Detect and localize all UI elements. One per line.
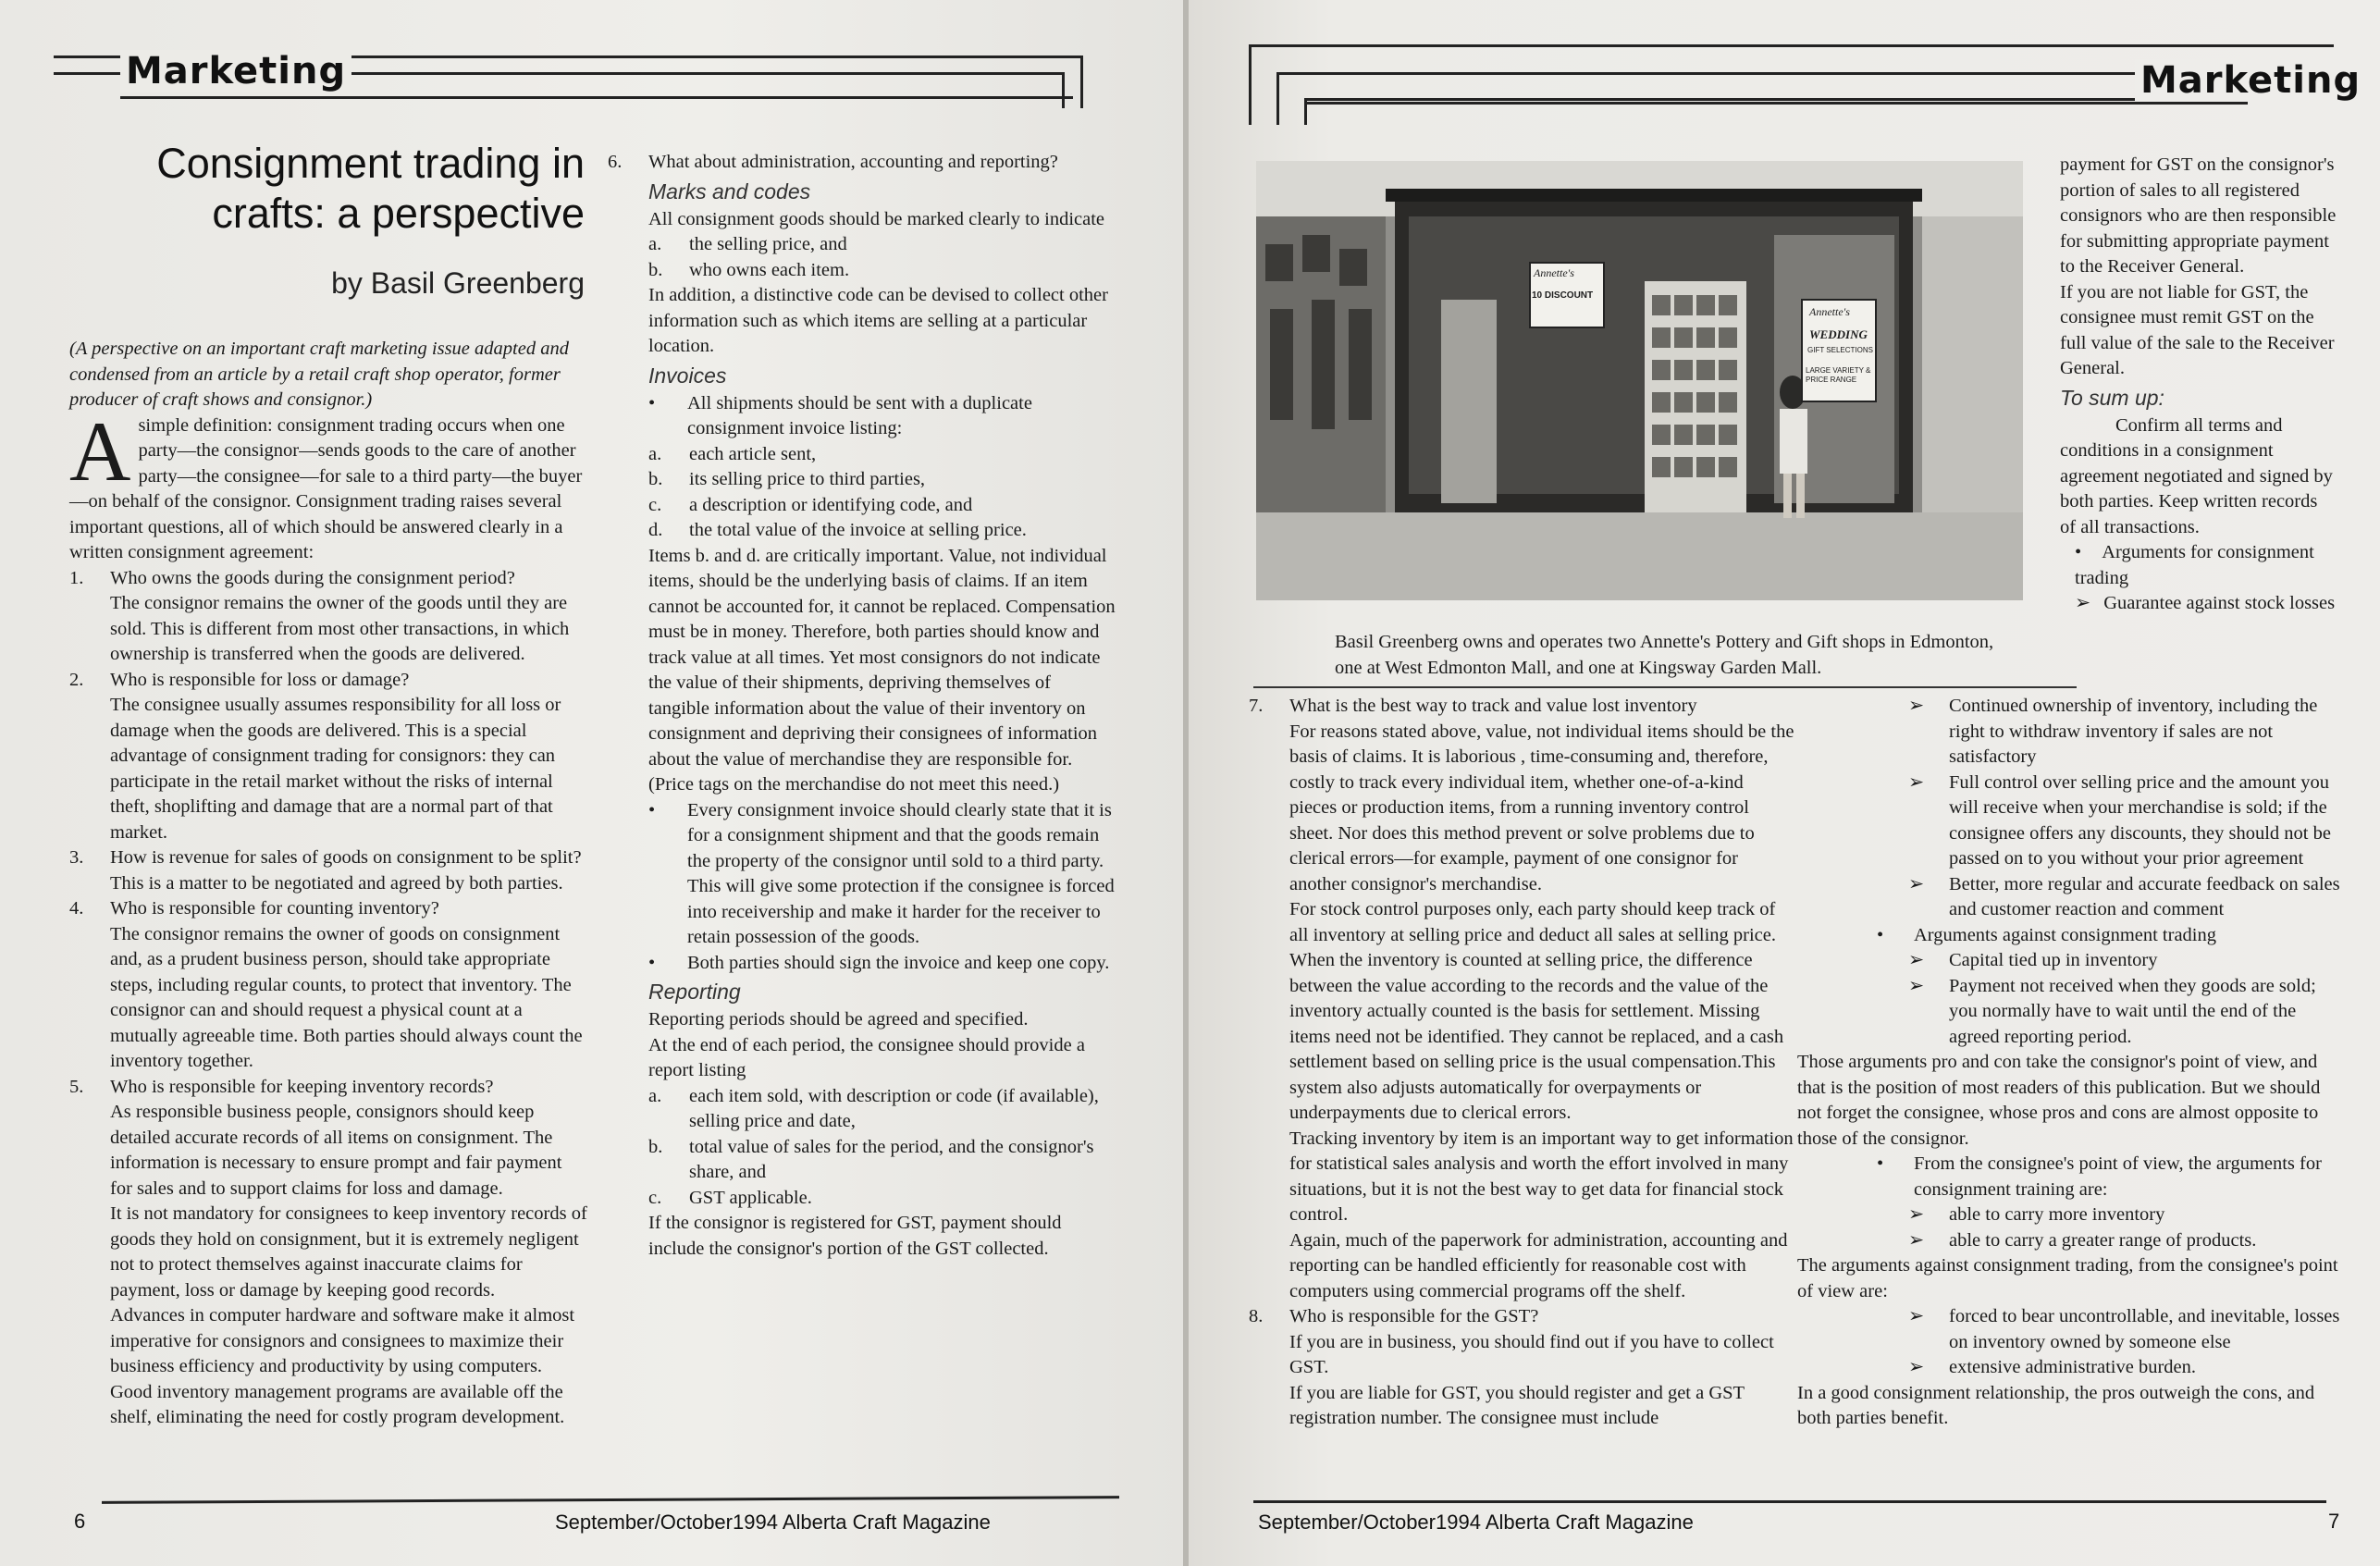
subhead-reporting: Reporting — [648, 980, 741, 1004]
pro-ownership-text: Continued ownership of inventory, including the right to withdraw inventory if sales are not satisfactory — [1949, 696, 2318, 767]
summary-1: Those arguments pro and con take the consignor's point of view, and that is the position of most readers of this publication. But we should not forget the consignee, whose pros and cons are almost opposite to those of the consignor. — [1797, 1052, 2321, 1149]
photo-sign-4: WEDDING — [1809, 327, 1868, 341]
answer-7a: For reasons stated above, value, not individual items should be the basis of claims. It is laborious , time-consuming and, therefore, costly to track every individual item, whether one-of-a-kind pieces or production items, from a running inventory control sheet. Nor does this method prevent or solve problems due to clerical errors—for example, payment of one consignor for another consignor's merchandise. — [1289, 721, 1794, 894]
title-line-1: Consignment trading in — [156, 140, 585, 187]
con-capital — [1797, 948, 2343, 974]
answer-5c: Advances in computer hardware and software make it almost imperative for consignors and consignees to maximize their business efficiency and productivity by using computers. Good inventory management programs are available off the shelf, eliminating the need for costly program development. — [110, 1305, 575, 1427]
inv-b-text: its selling price to third parties, — [689, 469, 926, 489]
rep-a-text: each item sold, with description or code (if available), selling price and date, — [689, 1085, 1099, 1131]
inv-c-letter: c. — [648, 494, 662, 515]
marks-a-letter: a. — [648, 234, 662, 254]
column-2 — [608, 150, 1116, 1262]
intro-note: (A perspective on an important craft marketing issue adapted and condensed from an article by a retail craft shop operator, former producer of craft shows and consignor.) — [69, 339, 569, 410]
invoice-item-c — [648, 493, 1116, 519]
reporting-item-b — [648, 1135, 1116, 1186]
q8-text: Who is responsible for the GST? — [1289, 1306, 1539, 1326]
consignee-pro-1-text: able to carry more inventory — [1949, 1204, 2165, 1225]
invoice-bullet-1-text: All shipments should be sent with a duplicate consignment invoice listing: — [687, 392, 1032, 438]
marks-item-b — [648, 258, 1116, 284]
arrow-icon: ➢ — [1908, 975, 1925, 996]
photo-sign-1: Annette's — [1534, 266, 1574, 279]
q2-text: Who is responsible for loss or damage? — [110, 669, 410, 690]
inv-d-letter: d. — [648, 520, 663, 540]
invoice-bullet-3 — [608, 951, 1116, 977]
arrow-icon: ➢ — [1908, 1229, 1925, 1251]
lead-paragraph — [69, 403, 587, 566]
q8-number: 8. — [1249, 1306, 1264, 1326]
drop-cap: A — [69, 403, 131, 499]
pro-feedback — [1797, 872, 2343, 923]
page-number-left: 6 — [74, 1510, 86, 1533]
answer-2: The consignee usually assumes responsibility for all loss or damage when the goods are delivered. This is a special advantage of consignment trading for consignors: they can participate in the retail market without the risks of internal theft, shoplifting and damage that are a normal part of that market. — [110, 695, 561, 843]
consignee-con-2-text: extensive administrative burden. — [1949, 1357, 2196, 1377]
consignee-bullet — [1797, 1152, 2343, 1202]
q2-number: 2. — [69, 669, 84, 690]
pro-price-control — [1797, 771, 2343, 872]
answer-7d: Again, much of the paperwork for administration, accounting and reporting can be handled efficiently for reasonable cost with computers using commercial programs off the shelf. — [1289, 1229, 1788, 1301]
sum-arrow-guarantee — [2060, 591, 2337, 617]
arrow-icon: ➢ — [1908, 873, 1925, 894]
summary-2: The arguments against consignment trading, from the consignee's point of view are: — [1797, 1255, 2338, 1301]
reporting-2: At the end of each period, the consignee should provide a report listing — [648, 1034, 1085, 1080]
reporting-item-c — [648, 1186, 1116, 1212]
answer-5b: It is not mandatory for consignees to keep inventory records of goods they hold on consignment, but it is extremely negligent not to protect themselves against inaccurate claims for payment, loss or damage by keeping good records. — [110, 1203, 587, 1301]
rep-a-letter: a. — [648, 1085, 662, 1106]
arrow-icon: ➢ — [1908, 771, 1925, 793]
answer-4: The consignor remains the owner of goods on consignment and, as a prudent business person, should take appropriate steps, including regular counts, to protect that inventory. The consignor can and should request a physical count at a mutually agreeable time. Both parties should always count the inventory together. — [110, 923, 583, 1071]
invoice-bullet-3-text: Both parties should sign the invoice and keep one copy. — [687, 952, 1110, 973]
header-underline-right — [1304, 102, 2248, 105]
photo-sign-5: GIFT SELECTIONS — [1807, 346, 1873, 354]
inv-a-text: each article sent, — [689, 443, 817, 464]
invoice-bullet-2 — [608, 798, 1116, 951]
pro-price-control-text: Full control over selling price and the amount you will receive when your merchandise is sold; if the consignee offers any discounts, they should not be passed on to you without your prior agreement — [1949, 771, 2331, 869]
con-payment — [1797, 974, 2343, 1051]
issue-line-right: September/October1994 Alberta Craft Magazine — [1258, 1511, 1694, 1534]
marks-intro: All consignment goods should be marked clearly to indicate — [648, 208, 1105, 229]
consignee-con-2 — [1797, 1355, 2343, 1381]
bullet-icon: • — [648, 952, 656, 973]
q5-text: Who is responsible for keeping inventory records? — [110, 1076, 494, 1097]
question-8 — [1249, 1304, 1794, 1330]
bullet-icon: • — [1877, 924, 1884, 945]
con-payment-text: Payment not received when they goods are sold; you normally have to wait until the end of the agreed reporting period. — [1949, 975, 2316, 1047]
article-title — [55, 139, 585, 239]
footer-rule-left — [102, 1496, 1119, 1504]
question-2 — [69, 668, 587, 694]
subhead-invoices: Invoices — [648, 363, 727, 388]
question-1 — [69, 566, 587, 592]
bullet-icon: • — [648, 799, 656, 820]
reporting-1: Reporting periods should be agreed and specified. — [648, 1009, 1029, 1030]
subhead-marks: Marks and codes — [648, 179, 811, 203]
bullet-icon: • — [1877, 1153, 1884, 1174]
consignee-con-1-text: forced to bear uncontrollable, and inevitable, losses on inventory owned by someone else — [1949, 1306, 2340, 1352]
answer-7b: For stock control purposes only, each party should keep track of all inventory at selling price and deduct all sales at selling price. When the inventory is counted at selling price, the difference between the value according to the records and the value of the inventory actually counted is the basis for settlement. Missing items need not be identified. They cannot be replaced, and a cash settlement based on selling price is the usual compensation.This system also adjusts automatically for overpayments or underpayments due to clerical errors. — [1289, 899, 1784, 1123]
reporting-list — [608, 1084, 1116, 1212]
q3-text: How is revenue for sales of goods on consignment to be split? — [110, 847, 582, 868]
q6-text: What about administration, accounting and reporting? — [648, 152, 1058, 172]
consignee-con-1 — [1797, 1304, 2343, 1355]
photo-sign-2: 10 DISCOUNT — [1532, 290, 1594, 301]
inv-c-text: a description or identifying code, and — [689, 494, 973, 515]
photo-caption: Basil Greenberg owns and operates two Annette's Pottery and Gift shops in Edmonton, one at West Edmonton Mall, and one at Kingsway Garden Mall. — [1335, 632, 1994, 678]
title-line-2: crafts: a perspective — [212, 190, 585, 237]
gst-payment: payment for GST on the consignor's portion of sales to all registered consignors who are then responsible for submitting appropriate payment to the Receiver General. — [2060, 154, 2337, 277]
sum-arrow-guarantee-text: Guarantee against stock losses — [2103, 593, 2336, 613]
against-bullet-text: Arguments against consignment trading — [1914, 924, 2216, 945]
arrow-icon: ➢ — [2075, 593, 2091, 613]
invoice-item-a — [648, 442, 1116, 468]
lead-text: simple definition: consignment trading occurs when one party—the consignor—sends goods to the care of another party—the consignee—for sale to a third party—the buyer—on behalf of the consignor. Consignment trading raises several important questions, all of which should be answered clearly in a written consignment agreement: — [69, 414, 583, 562]
byline: by Basil Greenberg — [331, 266, 585, 300]
marks-list — [608, 232, 1116, 283]
footer-rule-right — [1253, 1500, 2326, 1503]
answer-1: The consignor remains the owner of the goods until they are sold. This is different from most other transactions, in which ownership is transferred when the goods are delivered. — [110, 593, 570, 664]
against-bullet — [1797, 923, 2343, 949]
subhead-sum-up: To sum up: — [2060, 385, 2164, 410]
marks-b-letter: b. — [648, 259, 663, 280]
con-capital-text: Capital tied up in inventory — [1949, 950, 2158, 970]
section-title: Marketing — [120, 50, 351, 92]
question-6 — [608, 150, 1116, 176]
marks-item-a — [648, 232, 1116, 258]
rep-b-text: total value of sales for the period, and the consignor's share, and — [689, 1136, 1094, 1182]
page-number-right: 7 — [2328, 1510, 2340, 1533]
question-5 — [69, 1075, 587, 1101]
question-7 — [1249, 694, 1794, 720]
inv-b-letter: b. — [648, 469, 663, 489]
consignee-pro-2-text: able to carry a greater range of products. — [1949, 1229, 2257, 1251]
consignee-pro-1 — [1797, 1202, 2343, 1228]
inv-a-letter: a. — [648, 443, 662, 464]
caption-rule — [1253, 686, 2077, 688]
gst-not-liable: If you are not liable for GST, the consignee must remit GST on the full value of the sale to the Receiver General. — [2060, 281, 2335, 378]
arrow-icon: ➢ — [1908, 1306, 1925, 1326]
column-top-right — [2060, 153, 2337, 617]
answer-7c: Tracking inventory by item is an important way to get information for statistical sales analysis and worth the effort involved in many situations, but it is not the best way to get data for financial stock control. — [1289, 1128, 1794, 1225]
pro-ownership — [1797, 694, 2343, 771]
invoice-more: Items b. and d. are critically important. Value, not individual items, should be the underlying basis of claims. If an item cannot be accounted for, it cannot be replaced. Compensation must be in money. Therefore, both parties should know and track value at all times. Yet most consignors do not indicate the value of their shipments, depriving themselves of tangible information about the value of their inventory on consignment and depriving their consignees of information about the value of merchandise they are responsible for. (Price tags on the merchandise do not meet this need.) — [648, 545, 1116, 795]
shop-photo — [1256, 161, 2023, 600]
q7-text: What is the best way to track and value lost inventory — [1289, 696, 1697, 716]
right-page — [1189, 0, 2380, 1566]
answer-3: This is a matter to be negotiated and agreed by both parties. — [110, 872, 563, 894]
column-4 — [1797, 694, 2343, 1432]
section-title-right: Marketing — [2135, 59, 2366, 102]
invoice-bullet-2-text: Every consignment invoice should clearly state that it is for a consignment shipment and that the goods remain the property of the consignor until sold to a third party. This will give some protection if the consignee is forced into receivership and make it harder for the receiver to retain possession of the goods. — [687, 799, 1115, 947]
bullet-icon: • — [648, 392, 656, 413]
bullet-icon: • — [2075, 542, 2082, 562]
q1-number: 1. — [69, 567, 84, 588]
question-3 — [69, 845, 587, 871]
sum-bullet-for — [2060, 540, 2337, 591]
arrow-icon: ➢ — [1908, 950, 1925, 970]
column-3 — [1249, 694, 1794, 1432]
reporting-gst: If the consignor is registered for GST, payment should include the consignor's portion of the GST collected. — [648, 1213, 1062, 1259]
answer-8b: If you are liable for GST, you should register and get a GST registration number. The consignee must include — [1289, 1382, 1745, 1428]
invoice-bullet-1 — [608, 391, 1116, 442]
rep-b-letter: b. — [648, 1136, 663, 1157]
left-page — [0, 0, 1183, 1566]
q5-number: 5. — [69, 1076, 84, 1097]
inv-d-text: the total value of the invoice at selling price. — [689, 520, 1027, 540]
invoice-list — [608, 442, 1116, 544]
question-4 — [69, 896, 587, 922]
pro-feedback-text: Better, more regular and accurate feedback on sales and customer reaction and comment — [1949, 873, 2340, 919]
answer-5a: As responsible business people, consignors should keep detailed accurate records of all items on consignment. The information is necessary to ensure prompt and fair payment for sales and to support claims for loss and damage. — [110, 1102, 562, 1199]
q4-text: Who is responsible for counting inventory? — [110, 898, 439, 919]
issue-line-left: September/October1994 Alberta Craft Magazine — [555, 1511, 991, 1534]
sum-confirm: Confirm all terms and conditions in a consignment agreement negotiated and signed by both parties. Keep written records of all transactions. — [2060, 414, 2333, 537]
q6-number: 6. — [608, 152, 623, 172]
photo-sign-3: Annette's — [1809, 305, 1850, 318]
marks-a-text: the selling price, and — [689, 234, 847, 254]
rep-c-text: GST applicable. — [689, 1187, 812, 1208]
q3-number: 3. — [69, 847, 84, 868]
invoice-item-b — [648, 467, 1116, 493]
arrow-icon: ➢ — [1908, 696, 1925, 716]
q4-number: 4. — [69, 898, 84, 919]
invoice-item-d — [648, 518, 1116, 544]
arrow-icon: ➢ — [1908, 1357, 1925, 1377]
consignee-pro-2 — [1797, 1228, 2343, 1254]
sum-bullet-for-text: Arguments for consignment trading — [2075, 542, 2314, 588]
closing: In a good consignment relationship, the pros outweigh the cons, and both parties benefit. — [1797, 1382, 2315, 1428]
marks-more: In addition, a distinctive code can be devised to collect other information such as which items are selling at a particular location. — [648, 285, 1108, 356]
marks-b-text: who owns each item. — [689, 259, 850, 280]
q7-number: 7. — [1249, 696, 1264, 716]
consignee-bullet-text: From the consignee's point of view, the arguments for consignment training are: — [1914, 1153, 2322, 1200]
q1-text: Who owns the goods during the consignment period? — [110, 567, 515, 588]
column-1 — [69, 337, 587, 1431]
photo-sign-6: LARGE VARIETY & PRICE RANGE — [1806, 366, 1871, 384]
arrow-icon: ➢ — [1908, 1204, 1925, 1225]
answer-8a: If you are in business, you should find out if you have to collect GST. — [1289, 1331, 1774, 1377]
reporting-item-a — [648, 1084, 1116, 1135]
rep-c-letter: c. — [648, 1187, 662, 1208]
header-underline — [120, 96, 1073, 99]
shop-photo-illustration — [1256, 161, 2023, 600]
